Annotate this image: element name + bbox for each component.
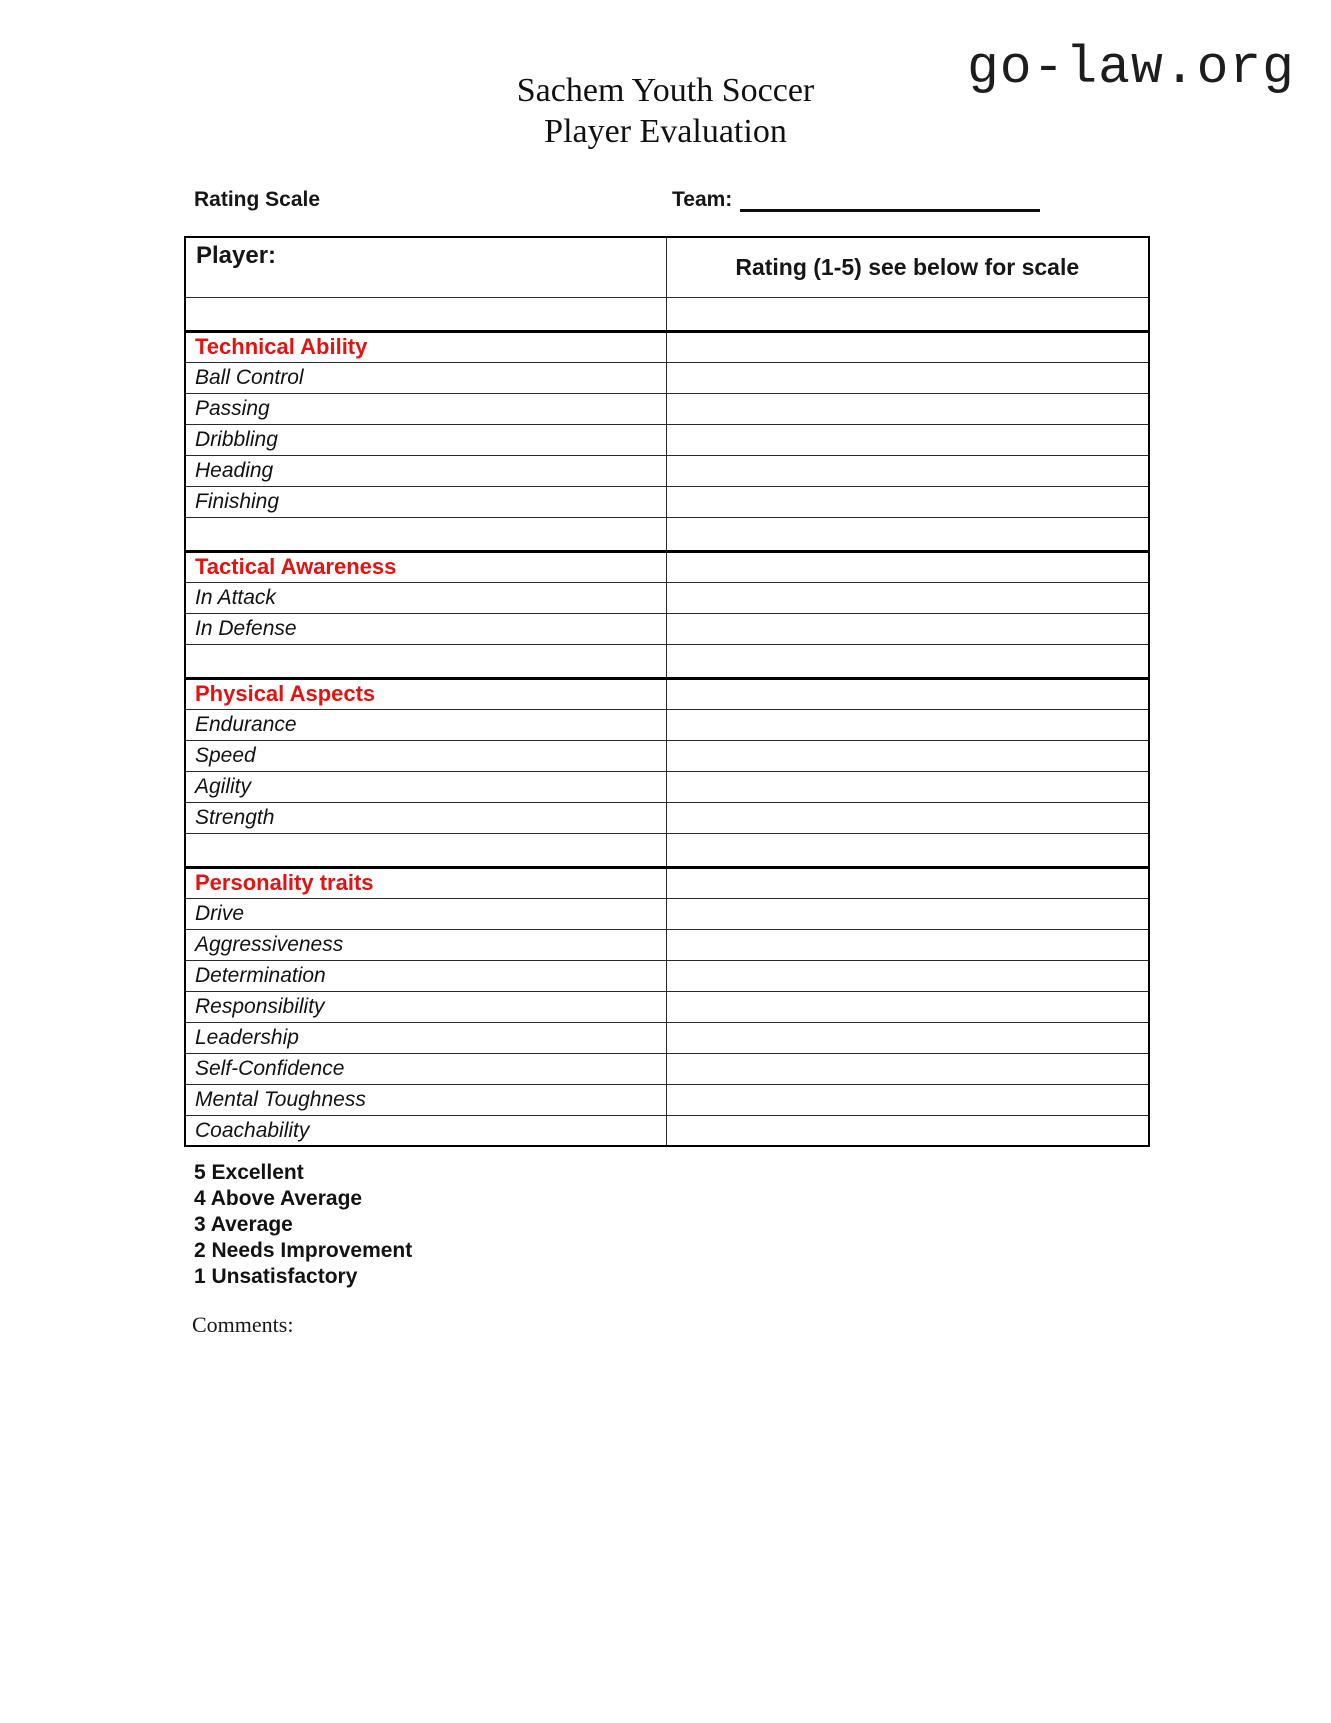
legend-item-2: 2 Needs Improvement bbox=[194, 1239, 413, 1262]
skill-row bbox=[185, 362, 1149, 393]
skill-row bbox=[185, 486, 1149, 517]
row-label-cell: Personality traits bbox=[185, 867, 666, 898]
evaluation-table bbox=[184, 236, 1150, 1147]
row-label-cell bbox=[185, 833, 666, 867]
rating-value-cell bbox=[666, 613, 1149, 644]
row-label-cell: Strength bbox=[185, 802, 666, 833]
skill-row bbox=[185, 802, 1149, 833]
spacer-row bbox=[185, 833, 1149, 867]
rating-value-cell bbox=[666, 331, 1149, 362]
comments-label: Comments: bbox=[192, 1312, 294, 1337]
skill-row bbox=[185, 393, 1149, 424]
rating-value-cell bbox=[666, 362, 1149, 393]
row-label-cell: Speed bbox=[185, 740, 666, 771]
row-label-cell: Tactical Awareness bbox=[185, 551, 666, 582]
rating-value-cell bbox=[666, 582, 1149, 613]
row-label-cell: In Defense bbox=[185, 613, 666, 644]
row-label-cell: Aggressiveness bbox=[185, 929, 666, 960]
skill-row bbox=[185, 709, 1149, 740]
page-title bbox=[0, 70, 1331, 152]
row-label-cell: In Attack bbox=[185, 582, 666, 613]
rating-value-cell bbox=[666, 929, 1149, 960]
team-blank-line bbox=[740, 190, 1040, 212]
eval-table-body bbox=[185, 237, 1149, 1146]
legend-item-3: 3 Average bbox=[194, 1213, 293, 1236]
row-label-cell: Determination bbox=[185, 960, 666, 991]
legend-item-4: 4 Above Average bbox=[194, 1187, 363, 1210]
row-label-cell: Ball Control bbox=[185, 362, 666, 393]
skill-row bbox=[185, 1022, 1149, 1053]
row-label-cell: Technical Ability bbox=[185, 331, 666, 362]
row-label-cell: Drive bbox=[185, 898, 666, 929]
player-header-cell: Player: bbox=[185, 237, 666, 297]
skill-row bbox=[185, 960, 1149, 991]
rating-value-cell bbox=[666, 517, 1149, 551]
team-field bbox=[672, 188, 1040, 212]
rating-value-cell bbox=[666, 424, 1149, 455]
rating-value-cell bbox=[666, 802, 1149, 833]
rating-value-cell bbox=[666, 551, 1149, 582]
skill-row bbox=[185, 1053, 1149, 1084]
rating-value-cell bbox=[666, 898, 1149, 929]
section-row bbox=[185, 678, 1149, 709]
skill-row bbox=[185, 424, 1149, 455]
skill-row bbox=[185, 771, 1149, 802]
rating-value-cell bbox=[666, 771, 1149, 802]
rating-value-cell bbox=[666, 867, 1149, 898]
row-label-cell bbox=[185, 297, 666, 331]
rating-value-cell bbox=[666, 991, 1149, 1022]
row-label-cell bbox=[185, 644, 666, 678]
rating-value-cell bbox=[666, 960, 1149, 991]
rating-scale-legend bbox=[194, 1160, 412, 1290]
skill-row bbox=[185, 613, 1149, 644]
section-row bbox=[185, 331, 1149, 362]
row-label-cell: Finishing bbox=[185, 486, 666, 517]
rating-scale-label: Rating Scale bbox=[194, 188, 321, 211]
page-title-line1: Sachem Youth Soccer bbox=[516, 72, 815, 109]
skill-row bbox=[185, 582, 1149, 613]
legend-item-5: 5 Excellent bbox=[194, 1161, 304, 1184]
skill-row bbox=[185, 455, 1149, 486]
skill-row bbox=[185, 929, 1149, 960]
row-label-cell: Responsibility bbox=[185, 991, 666, 1022]
section-row bbox=[185, 551, 1149, 582]
skill-row bbox=[185, 1115, 1149, 1146]
legend-item-1: 1 Unsatisfactory bbox=[194, 1265, 358, 1288]
row-label-cell: Heading bbox=[185, 455, 666, 486]
team-label: Team: bbox=[672, 188, 733, 211]
rating-value-cell bbox=[666, 1084, 1149, 1115]
spacer-row bbox=[185, 517, 1149, 551]
rating-value-cell bbox=[666, 1053, 1149, 1084]
rating-value-cell bbox=[666, 709, 1149, 740]
spacer-row bbox=[185, 297, 1149, 331]
rating-value-cell bbox=[666, 297, 1149, 331]
spacer-row bbox=[185, 644, 1149, 678]
row-label-cell: Endurance bbox=[185, 709, 666, 740]
row-label-cell bbox=[185, 517, 666, 551]
row-label-cell: Leadership bbox=[185, 1022, 666, 1053]
skill-row bbox=[185, 1084, 1149, 1115]
row-label-cell: Self-Confidence bbox=[185, 1053, 666, 1084]
rating-value-cell bbox=[666, 678, 1149, 709]
rating-value-cell bbox=[666, 455, 1149, 486]
rating-value-cell bbox=[666, 644, 1149, 678]
rating-value-cell bbox=[666, 1022, 1149, 1053]
row-label-cell: Dribbling bbox=[185, 424, 666, 455]
row-label-cell: Passing bbox=[185, 393, 666, 424]
rating-value-cell bbox=[666, 486, 1149, 517]
row-label-cell: Mental Toughness bbox=[185, 1084, 666, 1115]
rating-value-cell bbox=[666, 833, 1149, 867]
skill-row bbox=[185, 991, 1149, 1022]
rating-header-cell: Rating (1-5) see below for scale bbox=[666, 237, 1149, 297]
rating-value-cell bbox=[666, 393, 1149, 424]
row-label-cell: Agility bbox=[185, 771, 666, 802]
skill-row bbox=[185, 898, 1149, 929]
skill-row bbox=[185, 740, 1149, 771]
rating-value-cell bbox=[666, 1115, 1149, 1146]
rating-value-cell bbox=[666, 740, 1149, 771]
table-header-row bbox=[185, 237, 1149, 297]
section-row bbox=[185, 867, 1149, 898]
page-title-line2: Player Evaluation bbox=[544, 113, 787, 150]
site-brand: go-law.org bbox=[966, 38, 1295, 98]
row-label-cell: Coachability bbox=[185, 1115, 666, 1146]
row-label-cell: Physical Aspects bbox=[185, 678, 666, 709]
